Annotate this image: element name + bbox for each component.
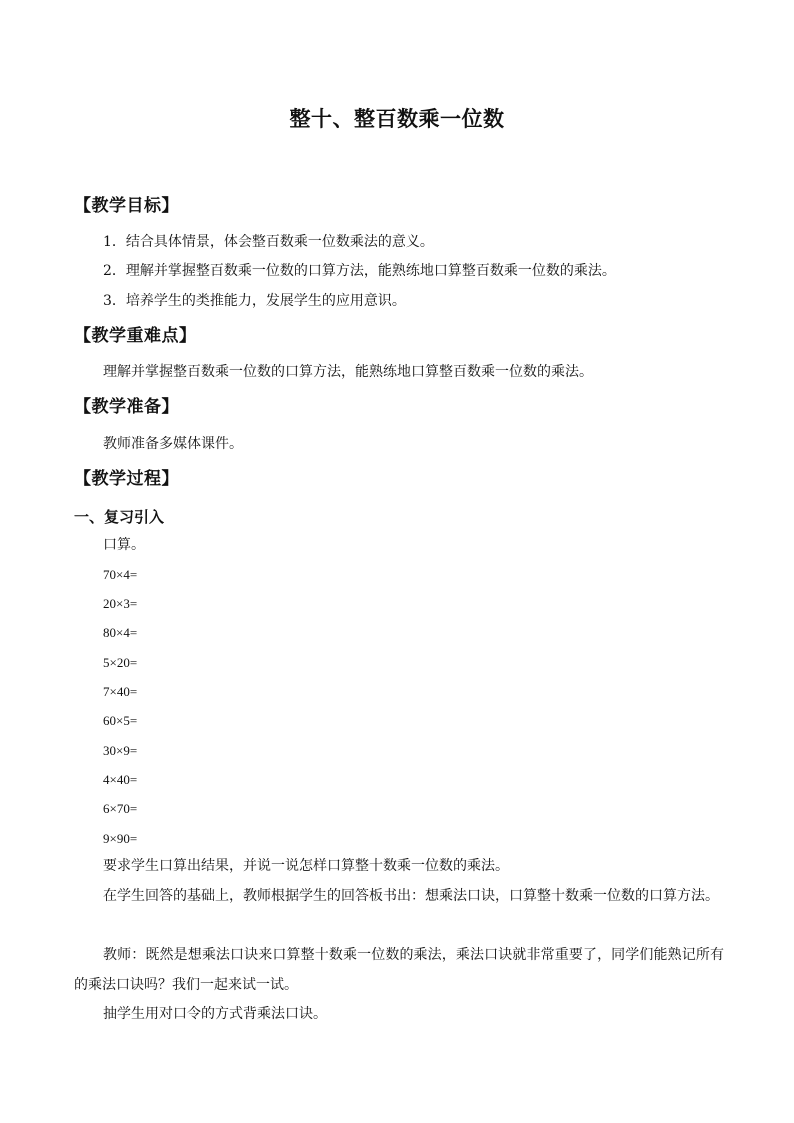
goal-item-1: 1．结合具体情景，体会整百数乘一位数乘法的意义。: [103, 234, 434, 250]
exercise-7: 30×9=: [103, 743, 138, 758]
paragraph-3: 教师：既然是想乘法口诀来口算整十数乘一位数的乘法，乘法口诀就非常重要了，同学们能熟记所有的乘法口诀吗？我们一起来试一试。: [74, 947, 724, 993]
goal-item-3: 3．培养学生的类推能力，发展学生的应用意识。: [103, 293, 406, 309]
exercise-6: 60×5=: [103, 713, 138, 728]
preparation-heading: 【教学准备】: [74, 397, 179, 417]
review-intro: 口算。: [103, 537, 145, 553]
key-points-text: 理解并掌握整百数乘一位数的口算方法，能熟练地口算整百数乘一位数的乘法。: [103, 364, 593, 380]
exercise-1: 70×4=: [103, 567, 138, 582]
preparation-text: 教师准备多媒体课件。: [103, 436, 243, 452]
exercise-4: 5×20=: [103, 655, 138, 670]
paragraph-4: 抽学生用对口令的方式背乘法口诀。: [103, 1006, 327, 1022]
paragraph-1: 要求学生口算出结果，并说一说怎样口算整十数乘一位数的乘法。: [103, 858, 509, 874]
goals-heading: 【教学目标】: [74, 196, 179, 216]
review-heading: 一、复习引入: [74, 508, 165, 526]
page-title: 整十、整百数乘一位数: [289, 106, 505, 131]
key-points-heading: 【教学重难点】: [74, 326, 197, 346]
exercise-10: 9×90=: [103, 831, 138, 846]
exercise-2: 20×3=: [103, 596, 138, 611]
exercise-8: 4×40=: [103, 772, 138, 787]
goal-item-2: 2．理解并掌握整百数乘一位数的口算方法，能熟练地口算整百数乘一位数的乘法。: [103, 263, 616, 279]
paragraph-2: 在学生回答的基础上，教师根据学生的回答板书出：想乘法口诀，口算整十数乘一位数的口算方法。: [103, 888, 719, 904]
exercise-9: 6×70=: [103, 801, 138, 816]
exercise-3: 80×4=: [103, 625, 138, 640]
process-heading: 【教学过程】: [74, 469, 179, 489]
exercise-5: 7×40=: [103, 684, 138, 699]
